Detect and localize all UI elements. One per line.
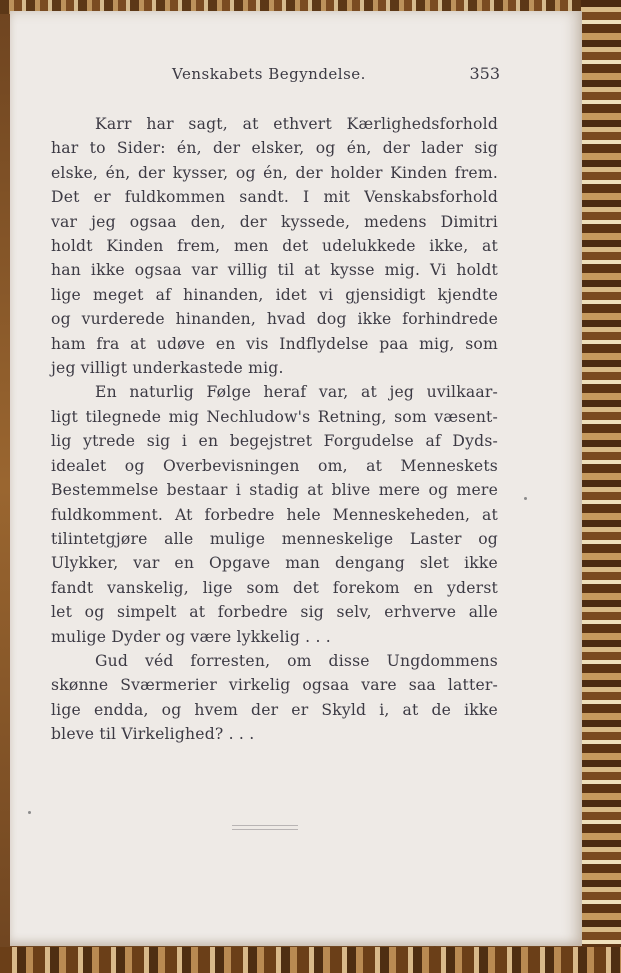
running-title: Venskabets Begyndelse. xyxy=(172,65,366,83)
end-rule xyxy=(232,825,298,830)
text-line: lig ytrede sig i en begejstret Forgudelse af Dyds- xyxy=(51,432,498,451)
running-head xyxy=(170,65,500,89)
text-line: skønne Sværmerier virkelig ogsaa vare saa latter- xyxy=(51,676,498,695)
text-line: han ikke ogsaa var villig til at kysse mig. Vi holdt xyxy=(51,261,498,280)
text-line: var jeg ogsaa den, der kyssede, medens Dimitri xyxy=(51,212,498,231)
book-bottom-edge xyxy=(0,947,621,973)
text-line: lige endda, og hvem der er Skyld i, at de ikke xyxy=(51,700,498,719)
text-line: lige meget af hinanden, idet vi gjensidigt kjendte xyxy=(51,285,498,304)
page xyxy=(10,11,582,946)
text-line: har to Sider: én, der elsker, og én, der lader sig xyxy=(51,139,498,158)
book-right-edge xyxy=(581,0,621,973)
page-number: 353 xyxy=(469,64,500,83)
text-line: ham fra at udøve en vis Indflydelse paa mig, som xyxy=(51,334,498,353)
text-line: En naturlig Følge heraf var, at jeg uvilkaar- xyxy=(95,383,498,402)
text-line: Gud véd forresten, om disse Ungdommens xyxy=(95,651,498,670)
text-line: let og simpelt at forbedre sig selv, erhverve alle xyxy=(51,603,498,622)
text-line: ligt tilegnede mig Nechludow's Retning, som væsent- xyxy=(51,407,498,426)
text-line: idealet og Overbevisningen om, at Menneskets xyxy=(51,456,498,475)
text-line: elske, én, der kysser, og én, der holder Kinden frem. xyxy=(51,163,498,182)
text-line: Bestemmelse bestaar i stadig at blive mere og mere xyxy=(51,481,498,500)
text-line: holdt Kinden frem, men det udelukkede ikke, at xyxy=(51,237,498,256)
text-line: bleve til Virkelighed? . . . xyxy=(51,725,255,744)
text-line: Karr har sagt, at ethvert Kærlighedsforhold xyxy=(95,115,498,133)
text-line: mulige Dyder og være lykkelig . . . xyxy=(51,627,331,646)
text-line: fuldkomment. At forbedre hele Menneskeheden, at xyxy=(51,505,498,524)
body-text xyxy=(51,112,498,747)
text-line: Ulykker, var en Opgave man dengang slet ikke xyxy=(51,554,498,573)
text-line: Det er fuldkommen sandt. I mit Venskabsforhold xyxy=(51,188,498,207)
text-line: og vurderede hinanden, hvad dog ikke forhindrede xyxy=(51,310,498,329)
text-line: tilintetgjøre alle mulige menneskelige Laster og xyxy=(51,529,498,548)
paper-speck xyxy=(28,811,31,814)
text-line: fandt vanskelig, lige som det forekom en yderst xyxy=(51,578,498,597)
text-line: jeg villigt underkastede mig. xyxy=(51,359,284,378)
paper-speck xyxy=(524,497,527,500)
